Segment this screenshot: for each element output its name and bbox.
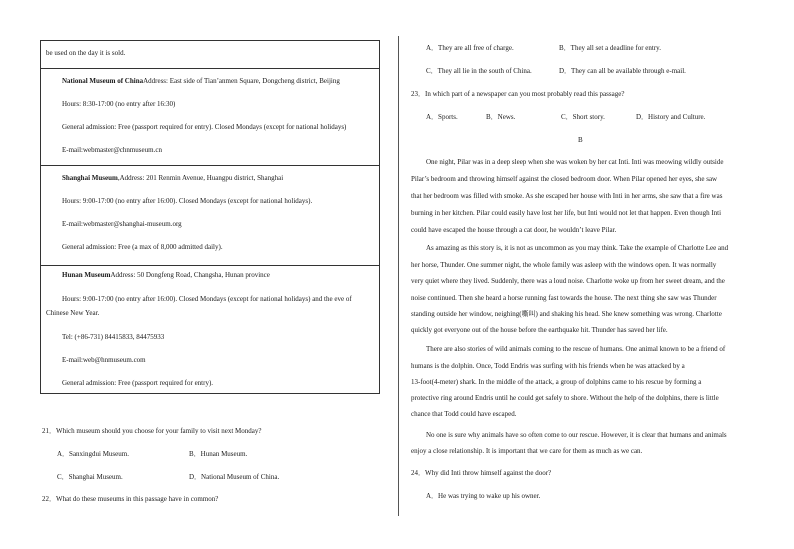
passage-line: her horse, Thunder. One summer night, the whole family was asleep with the windows open. It was normally (411, 261, 717, 269)
passage-line: There are also stories of wild animals coming to the rescue of humans. One animal known to be a friend of (426, 345, 726, 353)
museum-entry-heading (62, 271, 270, 280)
box-separator (41, 265, 379, 266)
museum-hours: Hours: 8:30-17:00 (no entry after 16:30) (62, 100, 176, 108)
museum-email: E-mail:webmaster@shanghai-museum.org (62, 220, 182, 228)
q21-option-b: B．Hunan Museum. (189, 450, 248, 458)
museum-email: E-mail:webmaster@chnmuseum.cn (62, 146, 162, 154)
q22-option-c: C．They all lie in the south of China. (426, 67, 532, 75)
passage-line: 13-foot(4-meter) shark. In the middle of the attack, a group of dolphins came to his rescue by forming a (411, 378, 702, 386)
q23-option-c: C．Short story. (561, 113, 605, 121)
q21-option-d: D．National Museum of China. (189, 473, 280, 481)
section-label: B (578, 136, 583, 144)
museum-entry-heading (62, 77, 340, 86)
box-separator (41, 68, 379, 69)
question-22: 22．What do these museums in this passage have in common? (42, 495, 219, 503)
q23-option-a: A．Sports. (426, 113, 458, 121)
passage-line: Pilar’s bedroom and throwing himself against the closed bedroom door. When Pilar opened her eyes, she saw (411, 175, 718, 183)
q24-option-a: A．He was trying to wake up his owner. (426, 492, 541, 500)
museum-entry-heading (62, 174, 283, 183)
column-divider (398, 36, 399, 516)
question-24: 24．Why did Inti throw himself against the door? (411, 469, 552, 477)
museum-address: ,Address: 201 Renmin Avenue, Huangpu district, Shanghai (117, 174, 284, 182)
question-23: 23．In which part of a newspaper can you most probably read this passage? (411, 90, 625, 98)
q23-option-d: D．History and Culture. (636, 113, 706, 121)
passage-line: As amazing as this story is, it is not as uncommon as you may think. Take the example of Charlotte Lee and (426, 244, 729, 252)
passage-line: that her bedroom was filled with smoke. As she escaped her house with Inti in her arms, she saw that a fire was (411, 192, 723, 200)
museum-admission: General admission: Free (passport required for entry). Closed Mondays (except for national holidays) (62, 123, 347, 131)
q23-option-b: B．News. (486, 113, 516, 121)
museum-hours: Hours: 9:00-17:00 (no entry after 16:00). Closed Mondays (except for national holidays) and the eve of (62, 295, 352, 303)
museum-admission: General admission: Free (a max of 8,000 admitted daily). (62, 243, 223, 251)
passage-line: enjoy a close relationship. It is important that we care for them as much as we can. (411, 447, 643, 455)
passage-line: burning in her kitchen. Pilar could easily have lost her life, but Inti would not let that happen. Even though Inti (411, 209, 722, 217)
passage-line: No one is sure why animals have so often come to our rescue. However, it is clear that humans and animals (426, 431, 727, 439)
museum-email: E-mail:web@hnmuseum.com (62, 356, 146, 364)
q22-option-d: D．They can all be available through e-mail. (559, 67, 686, 75)
museum-info-box (40, 40, 380, 394)
passage-line: standing outside her window, neighing(嘶叫) and shaking his head. She knew something was wrong. Charlotte (411, 310, 722, 318)
museum-name: Shanghai Museum (62, 174, 118, 182)
passage-line: protective ring around Endris until he could get safely to shore. Without the help of the dolphins, there is little (411, 394, 719, 402)
museum-tel: Tel: (+86-731) 84415833, 84475933 (62, 333, 165, 341)
museum-name: National Museum of China (62, 77, 144, 85)
q21-option-c: C．Shanghai Museum. (57, 473, 123, 481)
passage-line: noise continued. Then she heard a horse running fast towards the house. The next thing she saw was Thunder (411, 294, 717, 302)
passage-line: chance that Todd could have escaped. (411, 410, 517, 418)
museum-hours-continued: Chinese New Year. (46, 309, 100, 317)
museum-address: Address: 50 Dongfeng Road, Changsha, Hunan province (110, 271, 270, 279)
passage-line: One night, Pilar was in a deep sleep when she was woken by her cat Inti. Inti was meowing wildly outside (426, 158, 724, 166)
box-intro: be used on the day it is sold. (46, 49, 126, 57)
q22-option-b: B．They all set a deadline for entry. (559, 44, 661, 52)
passage-line: could have escaped the house through a cat door, he wouldn’t leave Pilar. (411, 226, 617, 234)
question-21: 21．Which museum should you choose for your family to visit next Monday? (42, 427, 262, 435)
museum-address: Address: East side of Tian’anmen Square, Dongcheng district, Beijing (143, 77, 340, 85)
passage-line: humans is the dolphin. Once, Todd Endris was surfing with his friends when he was attacked by a (411, 362, 685, 370)
passage-line: quickly got everyone out of the house before the earthquake hit. Thunder has saved her life. (411, 326, 668, 334)
q21-option-a: A．Sanxingdui Museum. (57, 450, 129, 458)
q22-option-a: A．They are all free of charge. (426, 44, 514, 52)
passage-line: very quiet where they lived. Suddenly, there was a loud noise. Charlotte woke up from her sweet dream, and the (411, 277, 725, 285)
museum-hours: Hours: 9:00-17:00 (no entry after 16:00). Closed Mondays (except for national holidays). (62, 197, 313, 205)
museum-admission: General admission: Free (passport required for entry). (62, 379, 214, 387)
museum-name: Hunan Museum (62, 271, 111, 279)
box-separator (41, 165, 379, 166)
